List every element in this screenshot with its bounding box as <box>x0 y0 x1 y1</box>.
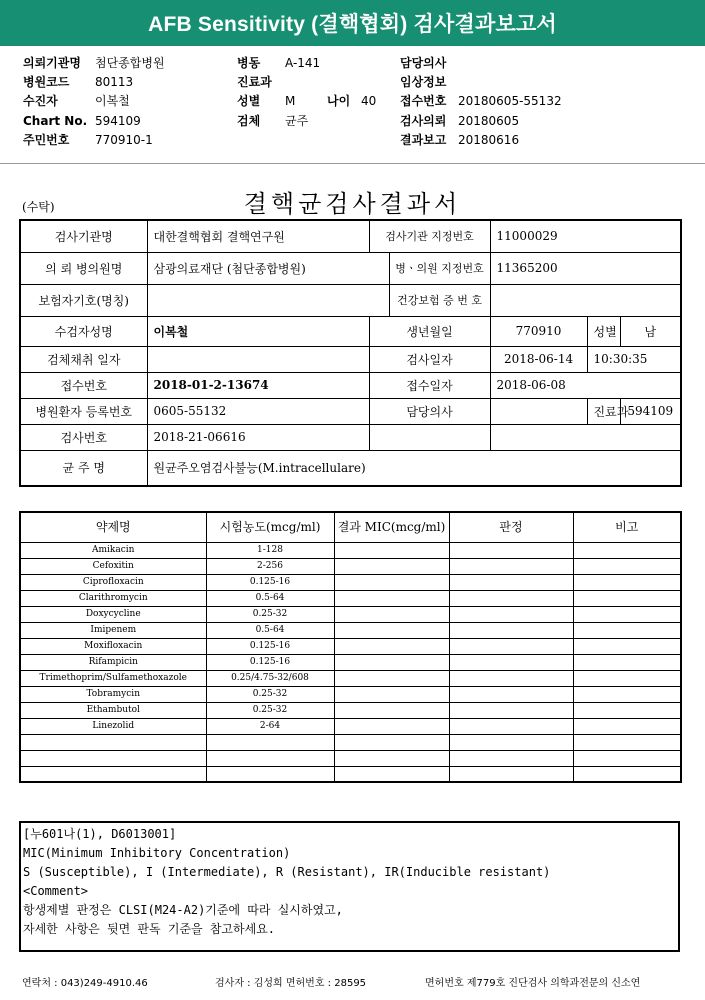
header-label: 결과보고 <box>400 133 447 147</box>
organism-label: 균 주 명 <box>20 450 147 486</box>
drug-range: 0.125-16 <box>206 574 334 590</box>
drug-cell <box>334 542 449 558</box>
tb-info-table <box>19 219 682 487</box>
drug-name: Imipenem <box>20 622 206 638</box>
drug-row <box>20 606 681 622</box>
drug-cell <box>449 702 573 718</box>
header-label: Chart No. <box>23 114 88 128</box>
dept-label: 진료과 <box>587 398 620 424</box>
drug-range: 0.25-32 <box>206 606 334 622</box>
drug-range: 0.125-16 <box>206 654 334 670</box>
drug-cell <box>573 590 681 606</box>
header-label: 수진자 <box>23 94 58 108</box>
header-value: A-141 <box>285 56 321 70</box>
drug-cell <box>449 558 573 574</box>
header-value: 770910-1 <box>95 133 153 147</box>
header-label: 병원코드 <box>23 75 70 89</box>
drug-cell <box>573 654 681 670</box>
drug-cell <box>334 590 449 606</box>
test-no-value: 2018-21-06616 <box>147 424 369 450</box>
drug-range: 0.25-32 <box>206 702 334 718</box>
header-label: 검체 <box>237 114 261 128</box>
drug-name: Clarithromycin <box>20 590 206 606</box>
document-title: 결핵균검사결과서 <box>243 190 462 218</box>
drug-cell <box>334 654 449 670</box>
receipt-date-label: 접수일자 <box>369 372 490 398</box>
comment-line: 자세한 사항은 뒷면 판독 기준을 참고하세요. <box>23 922 276 936</box>
drug-sensitivity-table <box>19 511 682 783</box>
drug-name: Doxycycline <box>20 606 206 622</box>
drug-cell <box>449 574 573 590</box>
drug-row <box>20 686 681 702</box>
header-value: M <box>285 94 296 108</box>
drug-name: Rifampicin <box>20 654 206 670</box>
header-label: 주민번호 <box>23 133 70 147</box>
receipt-value: 2018-01-2-13674 <box>147 372 369 398</box>
drug-range: 1-128 <box>206 542 334 558</box>
drug-cell <box>449 542 573 558</box>
drug-cell <box>573 686 681 702</box>
header-label: 성별 <box>237 94 261 108</box>
drug-cell <box>449 670 573 686</box>
header-label: 검사의뢰 <box>400 114 447 128</box>
drug-header: 결과 MIC(mcg/ml) <box>334 512 449 542</box>
footer-contact: 연락처 : 043)249-4910.46 <box>22 978 148 989</box>
patient-label: 수검자성명 <box>20 316 147 346</box>
drug-cell <box>449 750 573 766</box>
drug-cell <box>206 750 334 766</box>
drug-cell <box>334 766 449 782</box>
drug-cell <box>334 702 449 718</box>
drug-range: 0.25/4.75-32/608 <box>206 670 334 686</box>
header-value: 균주 <box>285 114 309 128</box>
drug-cell <box>206 766 334 782</box>
footer-specialist: 면허번호 제779호 진단검사 의학과전문의 신소연 <box>425 978 641 989</box>
header-value: 20180616 <box>458 133 520 147</box>
drug-range: 2-64 <box>206 718 334 734</box>
collect-label: 검체채취 일자 <box>20 346 147 372</box>
drug-cell <box>334 686 449 702</box>
header-label: 의뢰기관명 <box>23 56 81 70</box>
copy-label: (수탁) <box>22 200 55 214</box>
drug-cell <box>206 734 334 750</box>
drug-header: 시험농도(mcg/ml) <box>206 512 334 542</box>
drug-cell <box>334 606 449 622</box>
drug-range: 2-256 <box>206 558 334 574</box>
drug-cell <box>334 718 449 734</box>
patient-value: 이복철 <box>147 316 369 346</box>
receipt-date-value: 2018-06-08 <box>490 372 681 398</box>
drug-row <box>20 638 681 654</box>
drug-cell <box>573 542 681 558</box>
drug-cell <box>573 574 681 590</box>
drug-cell <box>449 686 573 702</box>
drug-name: Amikacin <box>20 542 206 558</box>
empty-cell <box>369 424 490 450</box>
header-value: 20180605-55132 <box>458 94 562 108</box>
drug-cell <box>449 606 573 622</box>
dob-value: 770910 <box>490 316 587 346</box>
drug-row <box>20 542 681 558</box>
drug-row <box>20 718 681 734</box>
reg-value: 0605-55132 <box>147 398 369 424</box>
lab-code-label: 검사기관 지정번호 <box>369 220 490 252</box>
drug-name: Moxifloxacin <box>20 638 206 654</box>
drug-row <box>20 622 681 638</box>
insured-label: 보험자기호(명칭) <box>20 284 147 316</box>
dept-value: 594109 <box>620 398 681 424</box>
header-label: 접수번호 <box>400 94 447 108</box>
drug-cell <box>449 590 573 606</box>
drug-row <box>20 750 681 766</box>
drug-cell <box>20 750 206 766</box>
drug-cell <box>573 766 681 782</box>
drug-cell <box>334 750 449 766</box>
lab-value: 대한결핵협회 결핵연구원 <box>147 220 369 252</box>
drug-cell <box>449 734 573 750</box>
drug-cell <box>573 638 681 654</box>
insurance-value <box>490 284 681 316</box>
drug-row <box>20 654 681 670</box>
doctor-label: 담당의사 <box>369 398 490 424</box>
test-no-label: 검사번호 <box>20 424 147 450</box>
drug-cell <box>573 670 681 686</box>
header-label: 병동 <box>237 56 261 70</box>
reg-label: 병원환자 등록번호 <box>20 398 147 424</box>
drug-row <box>20 702 681 718</box>
report-title: AFB Sensitivity (결핵협회) 검사결과보고서 <box>148 13 557 36</box>
insured-value <box>147 284 389 316</box>
header-label: 진료과 <box>237 75 272 89</box>
test-date-value: 2018-06-14 <box>490 346 587 372</box>
comment-line: 항생제별 판정은 CLSI(M24-A2)기준에 따라 실시하였고, <box>23 903 343 917</box>
drug-name: Linezolid <box>20 718 206 734</box>
drug-cell <box>334 574 449 590</box>
drug-range: 0.5-64 <box>206 590 334 606</box>
dob-label: 생년월일 <box>369 316 490 346</box>
patient-header <box>0 46 705 164</box>
drug-cell <box>573 702 681 718</box>
drug-cell <box>573 558 681 574</box>
drug-cell <box>20 734 206 750</box>
drug-range: 0.25-32 <box>206 686 334 702</box>
sex-label: 성별 <box>587 316 620 346</box>
clinic-value: 삼광의료재단 (첨단종합병원) <box>147 252 389 284</box>
doctor-value <box>490 398 587 424</box>
drug-row <box>20 590 681 606</box>
drug-range: 0.125-16 <box>206 638 334 654</box>
report-title-bar <box>0 0 705 46</box>
drug-name: Trimethoprim/Sulfamethoxazole <box>20 670 206 686</box>
test-date-label: 검사일자 <box>369 346 490 372</box>
drug-cell <box>449 766 573 782</box>
collect-value <box>147 346 369 372</box>
drug-cell <box>573 734 681 750</box>
header-value: 첨단종합병원 <box>95 56 165 70</box>
organism-value: 원균주오염검사불능(M.intracellulare) <box>147 450 681 486</box>
receipt-label: 접수번호 <box>20 372 147 398</box>
drug-cell <box>449 654 573 670</box>
insurance-label: 건강보험 증 번 호 <box>389 284 490 316</box>
clinic-code-label: 병ㆍ의원 지정번호 <box>389 252 490 284</box>
drug-header: 판정 <box>449 512 573 542</box>
drug-cell <box>334 670 449 686</box>
clinic-code-value: 11365200 <box>490 252 681 284</box>
lab-label: 검사기관명 <box>20 220 147 252</box>
drug-cell <box>334 638 449 654</box>
drug-name: Ciprofloxacin <box>20 574 206 590</box>
footer-examiner: 검사자 : 김성희 면허번호 : 28595 <box>215 978 367 989</box>
drug-cell <box>573 718 681 734</box>
header-value: 20180605 <box>458 114 520 128</box>
clinic-label: 의 뢰 병의원명 <box>20 252 147 284</box>
drug-cell <box>20 766 206 782</box>
header-value: 40 <box>361 94 377 108</box>
header-label: 나이 <box>327 94 351 108</box>
drug-cell <box>573 622 681 638</box>
empty-cell <box>490 424 681 450</box>
comment-line: S (Susceptible), I (Intermediate), R (Resistant), IR(Inducible resistant) <box>23 865 551 879</box>
drug-row <box>20 574 681 590</box>
drug-range: 0.5-64 <box>206 622 334 638</box>
drug-name: Ethambutol <box>20 702 206 718</box>
drug-cell <box>334 558 449 574</box>
comment-line: [누601나(1), D6013001] <box>23 827 177 841</box>
footer <box>0 972 705 992</box>
test-time-value: 10:30:35 <box>587 346 681 372</box>
comment-line: <Comment> <box>23 884 89 898</box>
header-value: 594109 <box>95 114 141 128</box>
comment-box <box>19 821 680 952</box>
drug-name: Tobramycin <box>20 686 206 702</box>
comment-line: MIC(Minimum Inhibitory Concentration) <box>23 846 291 860</box>
drug-header: 약제명 <box>20 512 206 542</box>
drug-cell <box>573 606 681 622</box>
header-value: 이복철 <box>95 94 130 108</box>
header-label: 담당의사 <box>400 56 447 70</box>
drug-cell <box>449 718 573 734</box>
header-value: 80113 <box>95 75 134 89</box>
drug-row <box>20 670 681 686</box>
header-label: 임상정보 <box>400 75 447 89</box>
drug-cell <box>573 750 681 766</box>
drug-name: Cefoxitin <box>20 558 206 574</box>
drug-cell <box>449 622 573 638</box>
drug-cell <box>449 638 573 654</box>
drug-header: 비고 <box>573 512 681 542</box>
sex-value: 남 <box>620 316 681 346</box>
lab-code-value: 11000029 <box>490 220 681 252</box>
drug-cell <box>334 622 449 638</box>
drug-row <box>20 558 681 574</box>
drug-cell <box>334 734 449 750</box>
drug-row <box>20 766 681 782</box>
drug-row <box>20 734 681 750</box>
